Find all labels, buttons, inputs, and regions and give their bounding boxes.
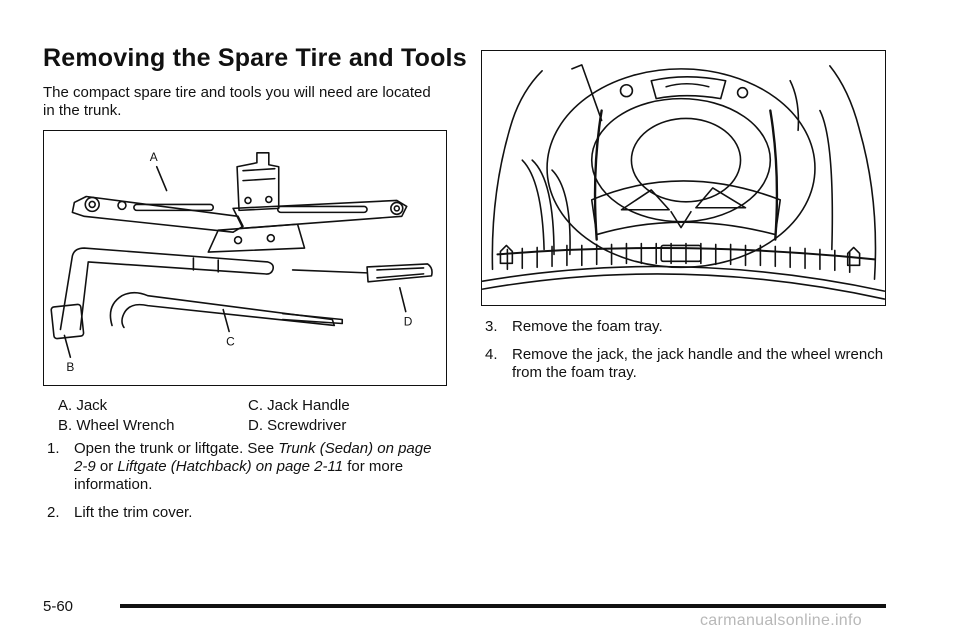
legend-item-jack: A. Jack xyxy=(58,397,108,414)
spare-tire-illustration xyxy=(481,50,886,306)
page-number: 5-60 xyxy=(43,598,74,615)
legend-item-screwdriver: D. Screwdriver xyxy=(248,417,347,434)
step-number: 3. xyxy=(485,318,498,335)
steps-right-column xyxy=(485,318,885,392)
step-2 xyxy=(47,504,447,522)
callout-a: A xyxy=(149,149,158,164)
cross-reference-link[interactable]: Trunk (Sedan) on page 2-9 xyxy=(74,440,432,475)
callout-d: D xyxy=(403,314,413,329)
callout-leader-c xyxy=(223,310,229,332)
step-text-mid: or xyxy=(95,458,118,475)
step-text: Remove the jack, the jack handle and the wheel wrench from the foam tray. xyxy=(512,346,884,381)
step-text: Lift the trim cover. xyxy=(74,504,193,521)
footer-rule xyxy=(120,604,886,608)
step-text-post: for more information. xyxy=(74,458,404,493)
tire-inner xyxy=(592,99,771,222)
callout-leader-a xyxy=(157,167,167,191)
jack-base xyxy=(208,224,304,252)
callout-b: B xyxy=(66,360,75,375)
rim-well xyxy=(631,118,740,201)
foam-tray xyxy=(592,181,781,235)
jack-head xyxy=(237,153,279,211)
step-3 xyxy=(485,318,885,336)
jack-arm-right xyxy=(233,200,407,228)
step-number: 1. xyxy=(47,440,60,457)
step-text xyxy=(74,440,447,494)
step-text-pre: Open the trunk or liftgate. See xyxy=(74,440,279,457)
cross-reference-link[interactable]: Liftgate (Hatchback) on page 2-11 xyxy=(117,458,344,475)
legend-item-jack-handle: C. Jack Handle xyxy=(248,397,350,414)
tools-legend xyxy=(58,396,438,436)
step-4 xyxy=(485,346,885,382)
callout-leader-d xyxy=(400,288,406,312)
steps-left-column xyxy=(47,440,447,532)
jack-slot-right xyxy=(278,206,367,212)
callout-c: C xyxy=(226,334,235,349)
step-1 xyxy=(47,440,447,494)
callout-leader-b xyxy=(64,335,70,357)
spare-tire-drawing xyxy=(482,51,885,305)
step-number: 4. xyxy=(485,346,498,363)
watermark: carmanualsonline.info xyxy=(700,612,862,629)
screwdriver-handle xyxy=(367,264,432,282)
intro-paragraph: The compact spare tire and tools you will need are located in the trunk. xyxy=(43,84,431,119)
step-number: 2. xyxy=(47,504,60,521)
legend-item-wheel-wrench: B. Wheel Wrench xyxy=(58,417,175,434)
wheel-wrench xyxy=(60,248,273,329)
jack-handle xyxy=(110,293,334,328)
tools-drawing xyxy=(44,131,446,385)
section-title: Removing the Spare Tire and Tools xyxy=(43,44,467,72)
step-text: Remove the foam tray. xyxy=(512,318,663,335)
tools-illustration xyxy=(43,130,447,386)
screwdriver-shaft xyxy=(293,270,367,273)
